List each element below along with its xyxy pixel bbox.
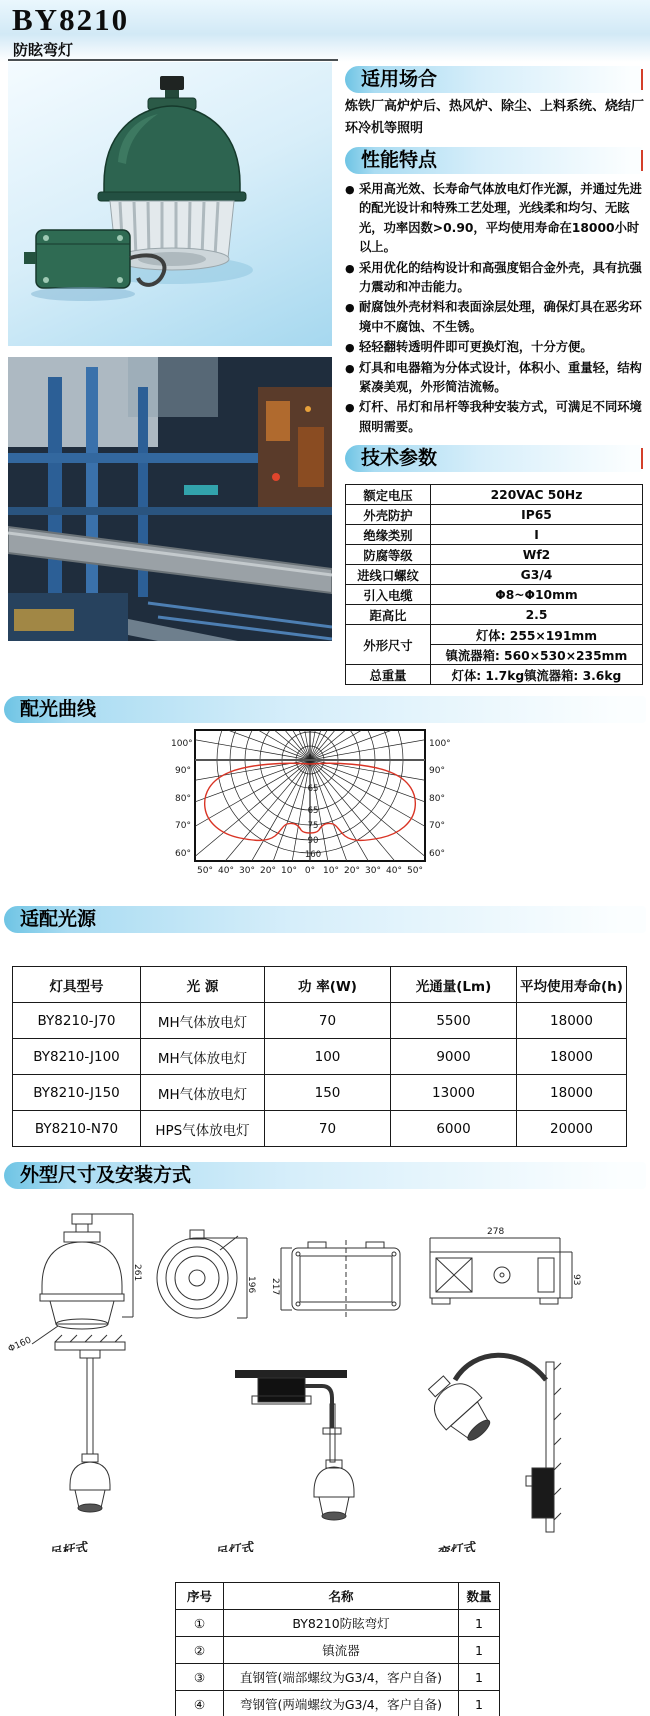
lamp-illustration [8,62,332,346]
column-header: 数量 [459,1583,500,1610]
cell: 100 [265,1039,391,1075]
cell: 13000 [391,1075,517,1111]
table-row [176,1664,500,1691]
svg-text:20°: 20° [260,866,276,876]
table-row [346,485,643,505]
cell: 70 [265,1111,391,1147]
bullet-icon: ● [345,361,355,375]
svg-text:40°: 40° [218,866,234,876]
section-title: 技术参数 [361,447,438,469]
cell: BY8210防眩弯灯 [224,1610,459,1637]
param-value: 2.5 [431,605,643,625]
svg-text:10°: 10° [323,866,339,876]
table-row [346,545,643,565]
svg-text:60°: 60° [175,849,191,859]
bullet-icon: ● [345,261,355,275]
table-row [13,1075,627,1111]
section-title: 适配光源 [20,908,97,930]
factory-photo [8,357,332,641]
param-value: G3/4 [431,565,643,585]
drawing-ballast-side [430,1238,572,1304]
column-header: 平均使用寿命(h) [517,967,627,1003]
feature-text: 采用高光效、长寿命气体放电灯作光源，并通过先进的配光设计和特殊工艺处理，光线柔和均匀、无眩光，功率因数>0.90，平均使用寿命在18000小时以上。 [359,182,642,255]
photometric-chart [165,722,455,882]
mount-label-pendant: 吊灯式 [215,1540,255,1552]
table-row [176,1610,500,1637]
cell: 镇流器 [224,1637,459,1664]
svg-text:70°: 70° [175,821,191,831]
cell: 1 [459,1691,500,1716]
param-value: 灯体: 1.7kg镇流器箱: 3.6kg [431,665,643,685]
param-value: 220VAC 50Hz [431,485,643,505]
table-row [346,565,643,585]
column-header: 功 率(W) [265,967,391,1003]
mount-label-rod: 吊杆式 [49,1540,89,1552]
section-header-application [345,66,643,93]
bullet-icon: ● [345,183,355,196]
table-row [176,1691,500,1716]
cell: BY8210-J100 [13,1039,141,1075]
cell: 150 [265,1075,391,1111]
svg-text:20°: 20° [344,866,360,876]
param-label: 绝缘类别 [346,525,431,545]
drawing-mount-rod [55,1335,125,1512]
dimension-drawings [0,1200,650,1552]
param-label: 防腐等级 [346,545,431,565]
table-row [346,665,643,685]
cell: 6000 [391,1111,517,1147]
parts-table [175,1582,500,1716]
svg-text:90°: 90° [429,766,445,776]
param-label: 进线口螺纹 [346,565,431,585]
cell: MH气体放电灯 [141,1003,265,1039]
svg-text:30°: 30° [365,866,381,876]
cell: 20000 [517,1111,627,1147]
cell: MH气体放电灯 [141,1075,265,1111]
table-row [13,1003,627,1039]
feature-item [345,359,647,398]
cell: ② [176,1637,224,1664]
svg-text:100°: 100° [171,739,193,749]
section-title: 性能特点 [361,149,438,171]
feature-text: 轻轻翻转透明件即可更换灯泡，十分方便。 [359,340,593,355]
polar-curve-svg [165,722,455,882]
feature-item [345,298,647,337]
dim-217: 217 [270,1278,280,1296]
dim-196: 196 [246,1276,256,1294]
param-value: 镇流器箱: 560×530×235mm [431,645,643,665]
section-header-photometric [4,696,646,723]
table-row [346,585,643,605]
param-label: 外形尺寸 [346,625,431,665]
bullet-icon: ● [345,301,355,315]
param-value: Wf2 [431,545,643,565]
page-title: BY8210 [12,2,130,37]
feature-item [345,259,647,298]
param-value: IP65 [431,505,643,525]
mount-labels [49,1538,477,1552]
header-accent-tick [641,69,643,90]
column-header: 灯具型号 [13,967,141,1003]
cell: ③ [176,1664,224,1691]
feature-text: 灯具和电器箱为分体式设计，体积小、重量轻，结构紧凑美观，外形简洁流畅。 [359,360,642,395]
svg-text:90: 90 [307,836,319,846]
dim-93: 93 [571,1274,581,1286]
table-header-row [176,1583,500,1610]
feature-item [345,180,647,258]
param-label: 引入电缆 [346,585,431,605]
cell: 18000 [517,1039,627,1075]
svg-text:30°: 30° [239,866,255,876]
svg-text:80°: 80° [429,794,445,804]
column-header: 光 源 [141,967,265,1003]
drawing-lamp-top [157,1230,247,1318]
table-row [176,1637,500,1664]
bullet-icon: ● [345,401,355,415]
feature-list [345,180,647,438]
section-header-features [345,147,643,174]
cell: 1 [459,1664,500,1691]
svg-text:50°: 50° [407,866,423,876]
product-photo [8,62,332,346]
table-row [13,1111,627,1147]
param-label: 外壳防护 [346,505,431,525]
section-header-light-sources [4,906,646,933]
dim-261: 261 [132,1264,142,1282]
feature-item [345,398,647,437]
feature-text: 采用优化的结构设计和高强度铝合金外壳，具有抗强力震动和冲击能力。 [359,260,642,295]
drawing-ballast-front [281,1240,400,1318]
cell: ① [176,1610,224,1637]
section-title: 配光曲线 [20,698,97,720]
drawing-mount-pendant [235,1370,354,1520]
cell: 1 [459,1637,500,1664]
svg-text:80°: 80° [175,794,191,804]
lamp-dome [98,106,246,201]
dimension-labels [7,1227,581,1355]
table-row [13,1039,627,1075]
dim-phi160: Φ160 [6,1335,34,1355]
svg-text:40°: 40° [386,866,402,876]
right-angle-labels [429,739,451,859]
cell: 70 [265,1003,391,1039]
column-header: 光通量(Lm) [391,967,517,1003]
header-accent-tick [641,448,643,469]
param-label: 总重量 [346,665,431,685]
cell: ④ [176,1691,224,1716]
tech-params-table [345,484,643,685]
column-header: 序号 [176,1583,224,1610]
table-row [346,525,643,545]
svg-text:65: 65 [307,784,319,794]
table-row [346,625,643,645]
bottom-angle-labels [197,866,423,876]
application-text: 炼铁厂高炉炉后、热风炉、除尘、上料系统、烧结厂环冷机等照明 [345,99,645,136]
param-label: 距高比 [346,605,431,625]
svg-text:160: 160 [304,850,322,860]
table-row [346,605,643,625]
section-header-dimensions [4,1162,646,1189]
cell: BY8210-J70 [13,1003,141,1039]
column-header: 名称 [224,1583,459,1610]
cell: 直钢管(端部螺纹为G3/4，客户自备) [224,1664,459,1691]
svg-text:60°: 60° [429,849,445,859]
feature-text: 灯杆、吊灯和吊杆等我种安装方式，可满足不同环境照明需要。 [359,400,642,434]
table-row [346,505,643,525]
product-name: 防眩弯灯 [13,41,74,59]
feature-item [345,338,647,357]
svg-text:0°: 0° [304,866,316,876]
technical-drawings-svg [0,1200,650,1552]
cell: 5500 [391,1003,517,1039]
dim-278: 278 [487,1227,505,1237]
cell: MH气体放电灯 [141,1039,265,1075]
cell: 9000 [391,1039,517,1075]
cell: 1 [459,1610,500,1637]
cell: HPS气体放电灯 [141,1111,265,1147]
lamp-cap [148,76,196,110]
svg-text:100°: 100° [429,739,451,749]
section-title: 外型尺寸及安装方式 [20,1164,192,1186]
feature-text: 耐腐蚀外壳材料和表面涂层处理，确保灯具在恶劣环境中不腐蚀、不生锈。 [359,300,642,334]
cell: BY8210-J150 [13,1075,141,1111]
svg-text:65: 65 [307,806,319,816]
cell: 18000 [517,1003,627,1039]
param-label: 额定电压 [346,485,431,505]
section-header-tech-params [345,445,643,472]
cell: 弯钢管(两端螺纹为G3/4，客户自备) [224,1691,459,1716]
drawing-mount-bent-arm [418,1355,561,1532]
section-title: 适用场合 [361,68,438,90]
svg-text:10°: 10° [281,866,297,876]
title-divider [8,59,338,61]
light-sources-table [12,966,627,1147]
svg-text:75: 75 [307,821,319,831]
header-accent-tick [641,150,643,171]
cell: 18000 [517,1075,627,1111]
param-value: 灯体: 255×191mm [431,625,643,645]
bullet-icon: ● [345,341,355,355]
param-value: Φ8~Φ10mm [431,585,643,605]
svg-text:90°: 90° [175,766,191,776]
mount-label-bent: 弯灯式 [437,1540,477,1552]
table-header-row [13,967,627,1003]
left-angle-labels [171,739,193,859]
cell: BY8210-N70 [13,1111,141,1147]
drawing-lamp-front [32,1214,133,1344]
svg-text:70°: 70° [429,821,445,831]
param-value: I [431,525,643,545]
factory-illustration [8,357,332,641]
svg-text:50°: 50° [197,866,213,876]
